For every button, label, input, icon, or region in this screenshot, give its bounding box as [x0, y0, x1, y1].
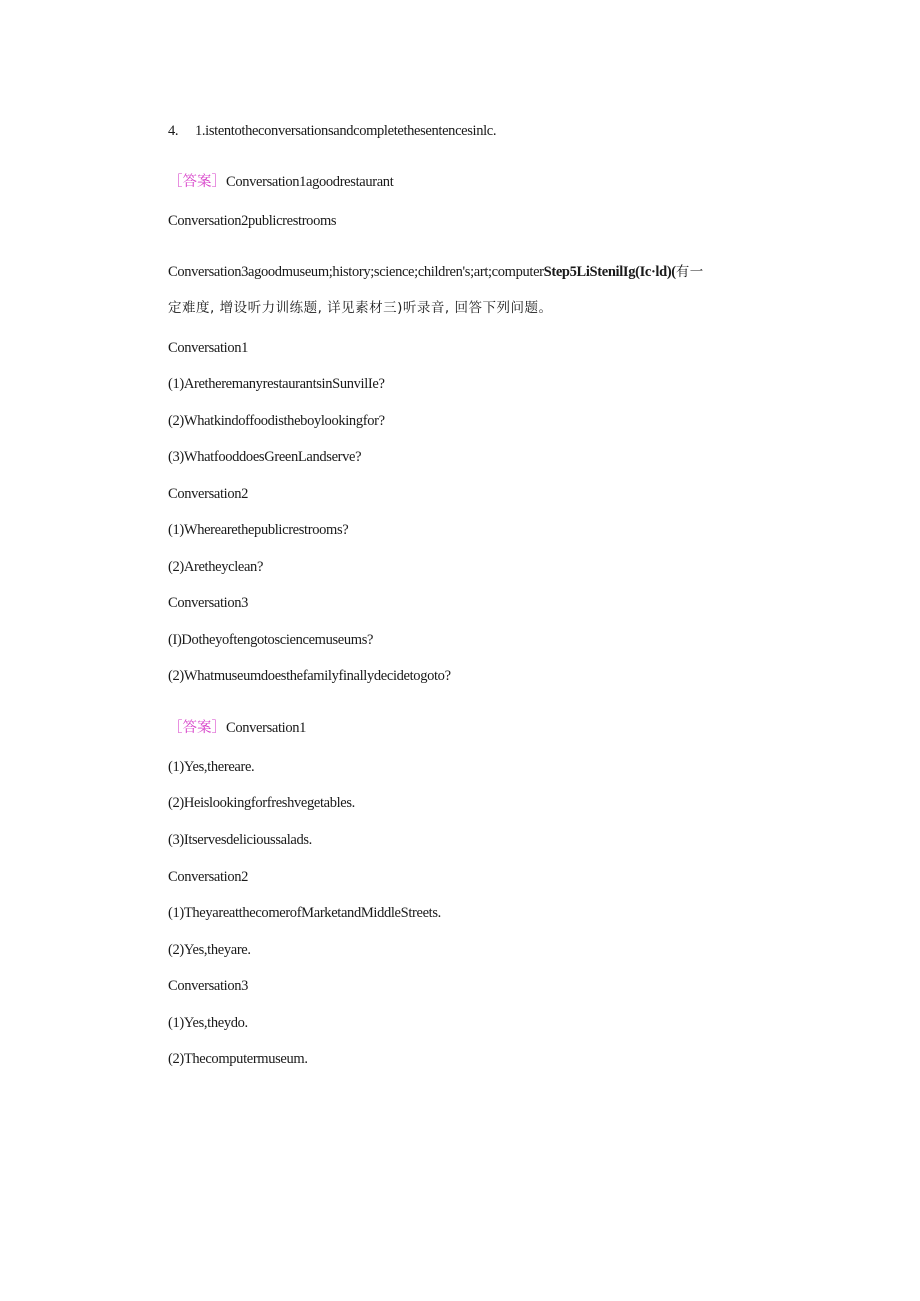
answer-1-line-3 — [168, 262, 704, 282]
answer-group-title: Conversation1 — [226, 720, 307, 736]
question-item: (1)AretheremanyrestaurantsinSunvilIe? — [168, 376, 385, 392]
answer-1-line-1 — [168, 172, 393, 192]
question-item: (I)Dotheyoftengotosciencemuseums? — [168, 632, 374, 648]
item-instruction: 1.istentotheconversationsandcompletethesentencesinlc. — [195, 123, 497, 139]
answer-item: (1)TheyareatthecomerofMarketandMiddleStreets. — [168, 905, 441, 921]
question-group-title: Conversation3 — [168, 595, 249, 611]
question-group-title: Conversation1 — [168, 340, 249, 356]
answer-item: (1)Yes,theydo. — [168, 1015, 248, 1031]
answer-item: (1)Yes,thereare. — [168, 759, 255, 775]
answer-item: (3)Itservesdelicioussalads. — [168, 832, 312, 848]
question-item: (2)Whatkindoffoodistheboylookingfor? — [168, 413, 385, 429]
answer-label: ［答案］ — [168, 720, 226, 736]
item-4 — [168, 121, 496, 141]
step-note: 有一 — [675, 264, 704, 280]
answer-item: (2)Heislookingforfreshvegetables. — [168, 795, 355, 811]
answer-text: Conversation3agoodmuseum;history;science;children's;art;computer — [168, 264, 544, 280]
question-item: (2)Aretheyclean? — [168, 559, 264, 575]
question-item: (1)Wherearethepublicrestrooms? — [168, 522, 349, 538]
answer-item: (2)Yes,theyare. — [168, 942, 251, 958]
question-item: (2)Whatmuseumdoesthefamilyfinallydecidetogoto? — [168, 668, 451, 684]
answer-label: ［答案］ — [168, 174, 226, 190]
answer-group-title: Conversation3 — [168, 978, 249, 994]
step-heading: Step5LiStenilIg(Ic·ld)( — [543, 264, 676, 280]
question-group-title: Conversation2 — [168, 486, 249, 502]
answer-1-line-2: Conversation2publicrestrooms — [168, 213, 337, 229]
item-number: 4. — [168, 123, 179, 139]
step-note-continued: 定难度, 增设听力训练题, 详见素材三)听录音, 回答下列问题。 — [168, 300, 553, 316]
answer-text: Conversation1agoodrestaurant — [226, 174, 394, 190]
answer-2-header — [168, 718, 306, 738]
answer-group-title: Conversation2 — [168, 869, 249, 885]
answer-item: (2)Thecomputermuseum. — [168, 1051, 308, 1067]
question-item: (3)WhatfooddoesGreenLandserve? — [168, 449, 362, 465]
